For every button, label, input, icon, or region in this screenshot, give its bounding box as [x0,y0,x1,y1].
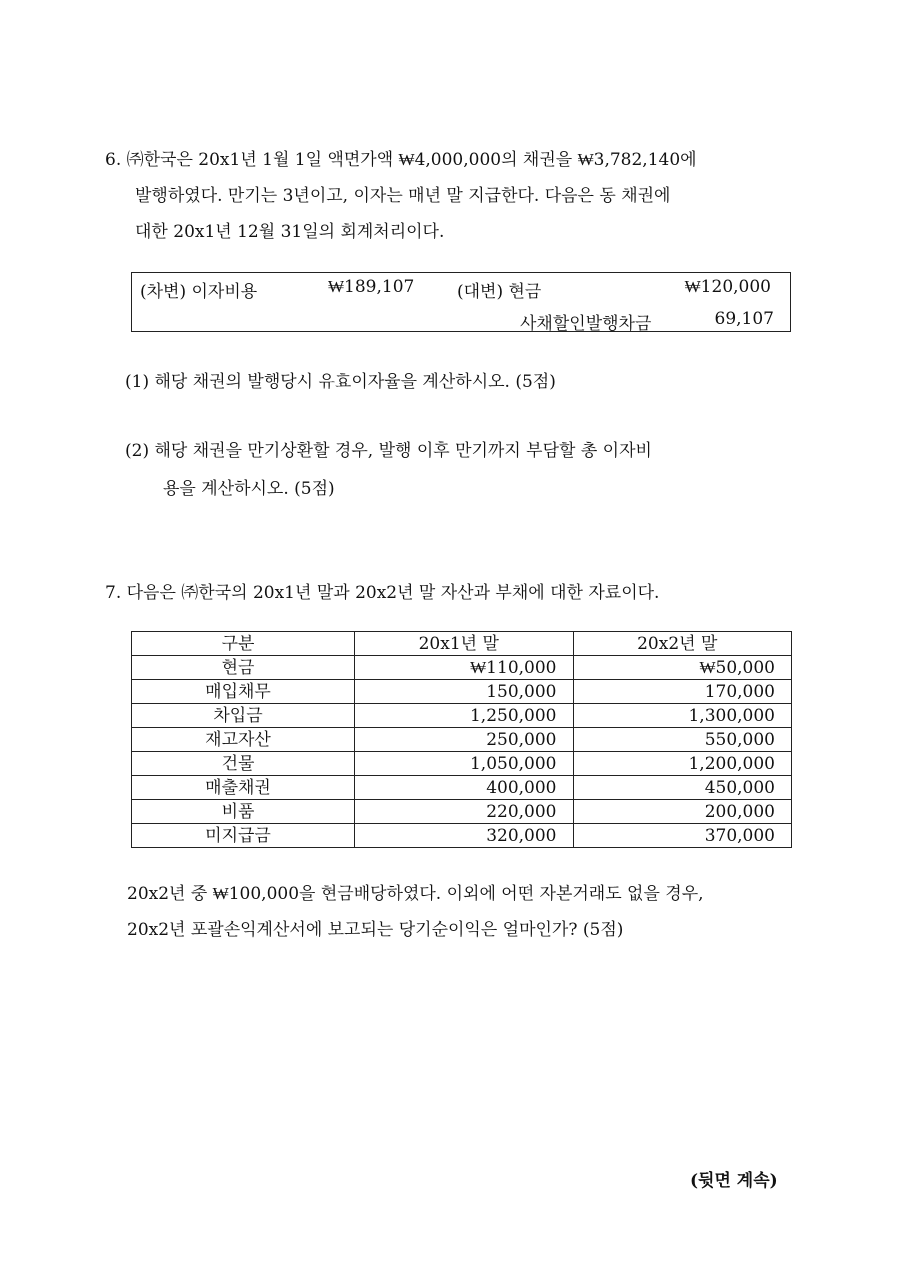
row-value-year1: 400,000 [355,776,574,800]
row-value-year2: 450,000 [573,776,792,800]
header-category: 구분 [132,632,355,656]
credit-amount-cash: ₩120,000 [684,277,771,297]
row-item: 현금 [132,656,355,680]
q7-text-line-2: 20x2년 포괄손익계산서에 보고되는 당기순이익은 얼마인가? (5점) [127,920,624,940]
debit-label: (차변) 이자비용 [140,282,258,302]
row-value-year1: 1,250,000 [355,704,574,728]
table-row [132,728,792,752]
row-item: 미지급금 [132,824,355,848]
credit-item-discount: 사채할인발행차금 [520,314,652,334]
row-value-year1: 220,000 [355,800,574,824]
row-value-year2: ₩50,000 [573,656,792,680]
row-value-year2: 370,000 [573,824,792,848]
row-value-year2: 1,200,000 [573,752,792,776]
credit-amount-discount: 69,107 [714,309,774,329]
sub-question-1: (1) 해당 채권의 발행당시 유효이자율을 계산하시오. (5점) [125,372,556,392]
question-7-text [127,876,790,948]
table-header-row [132,632,792,656]
sub-question-2-line-2: 용을 계산하시오. (5점) [163,479,335,499]
row-item: 매출채권 [132,776,355,800]
q6-line-1: 6. ㈜한국은 20x1년 1월 1일 액면가액 ₩4,000,000의 채권을 ₩3,782,140에 [105,150,697,170]
row-value-year1: 250,000 [355,728,574,752]
table-row [132,704,792,728]
header-year2: 20x2년 말 [573,632,792,656]
q6-line-2: 발행하였다. 만기는 3년이고, 이자는 매년 말 지급한다. 다음은 동 채권에 [135,186,671,206]
table-row [132,824,792,848]
table-row [132,680,792,704]
table-row [132,752,792,776]
row-value-year2: 200,000 [573,800,792,824]
journal-entry-box [131,272,791,332]
row-item: 매입채무 [132,680,355,704]
row-value-year1: ₩110,000 [355,656,574,680]
assets-liabilities-table [131,631,792,848]
row-value-year1: 320,000 [355,824,574,848]
row-value-year2: 170,000 [573,680,792,704]
row-item: 차입금 [132,704,355,728]
row-value-year2: 1,300,000 [573,704,792,728]
credit-label: (대변) 현금 [457,282,542,302]
q6-line-3: 대한 20x1년 12월 31일의 회계처리이다. [135,222,445,242]
sub-question-2-line-1: (2) 해당 채권을 만기상환할 경우, 발행 이후 만기까지 부담할 총 이자비 [125,441,652,461]
row-item: 건물 [132,752,355,776]
debit-amount: ₩189,107 [328,277,415,297]
q7-text-line-1: 20x2년 중 ₩100,000을 현금배당하였다. 이외에 어떤 자본거래도 없을 경우, [127,884,704,904]
table-row [132,776,792,800]
row-value-year1: 150,000 [355,680,574,704]
table-row [132,656,792,680]
row-value-year2: 550,000 [573,728,792,752]
table-row [132,800,792,824]
header-year1: 20x1년 말 [355,632,574,656]
row-item: 비품 [132,800,355,824]
question-7-title: 7. 다음은 ㈜한국의 20x1년 말과 20x2년 말 자산과 부채에 대한 자료이다. [105,583,660,603]
question-6-text [105,142,795,250]
row-item: 재고자산 [132,728,355,752]
continued-on-back-note: (뒷면 계속) [690,1171,778,1191]
row-value-year1: 1,050,000 [355,752,574,776]
